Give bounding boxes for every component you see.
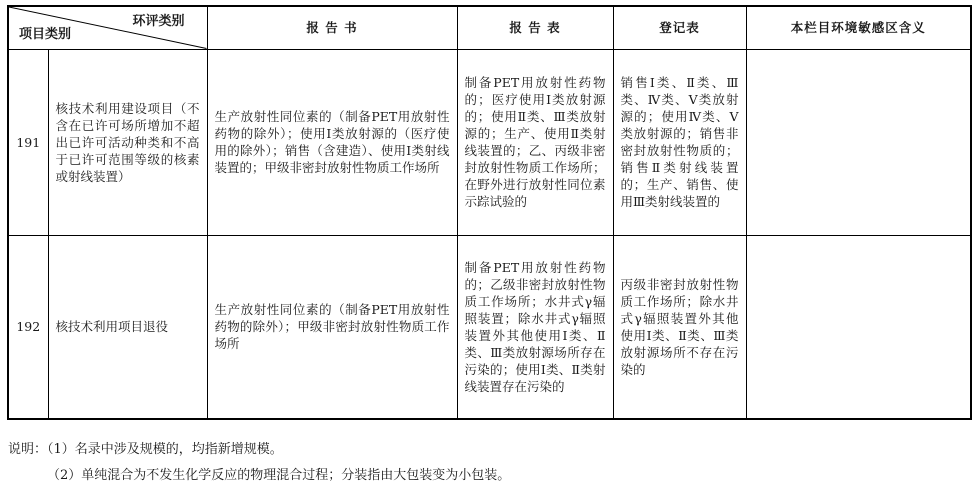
row-number: 192: [8, 235, 48, 419]
column-header-report-book: 报 告 书: [207, 6, 457, 49]
project-category-cell: 核技术利用项目退役: [48, 235, 207, 419]
eia-category-table: [7, 5, 972, 420]
report-form-cell: 制备PET用放射性药物的；乙级非密封放射性物质工作场所；水井式γ辐照装置；除水井式γ辐照装置外其他使用Ⅰ类、Ⅱ类、Ⅲ类放射源场所存在污染的；使用Ⅰ类、Ⅱ类射线装置存在污染的: [457, 235, 613, 419]
report-book-cell: 生产放射性同位素的（制备PET用放射性药物的除外）；使用I类放射源的（医疗使用的除外）；销售（含建造）、使用I类射线装置的；甲级非密封放射性物质工作场所: [207, 49, 457, 235]
header-row: [8, 6, 971, 49]
project-category-cell: 核技术利用建设项目（不含在已许可场所增加不超出已许可活动种类和不高于已许可范围等级的核素或射线装置）: [48, 49, 207, 235]
note-item-1: （1）名录中涉及规模的，均指新增规模。: [47, 442, 283, 457]
corner-label-project-category: 项目类别: [19, 26, 72, 42]
column-header-registration-form: 登记表: [613, 6, 746, 49]
row-number: 191: [8, 49, 48, 235]
report-book-cell: 生产放射性同位素的（制备PET用放射性药物的除外）；甲级非密封放射性物质工作场所: [207, 235, 457, 419]
note-item-2: （2）单纯混合为不发生化学反应的物理混合过程；分装指由大包装变为小包装。: [47, 468, 511, 483]
notes-label: 说明：: [8, 442, 48, 457]
diagonal-header-cell: [8, 6, 207, 49]
sensitive-area-cell: [746, 235, 971, 419]
sensitive-area-cell: [746, 49, 971, 235]
table-row-191: [8, 49, 971, 235]
notes-block: [8, 437, 510, 486]
corner-label-eia-category: 环评类别: [132, 14, 185, 29]
report-form-cell: 制备PET用放射性药物的；医疗使用Ⅰ类放射源的；使用Ⅱ类、Ⅲ类放射源的；生产、使用Ⅱ类射线装置的；乙、丙级非密封放射性物质工作场所；在野外进行放射性同位素示踪试验的: [457, 49, 613, 235]
registration-form-cell: 销售Ⅰ类、Ⅱ类、Ⅲ类、Ⅳ类、Ⅴ类放射源的；使用Ⅳ类、Ⅴ类放射源的；销售非密封放射性物质的；销售Ⅱ类射线装置的；生产、销售、使用Ⅲ类射线装置的: [613, 49, 746, 235]
table-row-192: [8, 235, 971, 419]
note-line-2: [8, 463, 510, 486]
registration-form-cell: 丙级非密封放射性物质工作场所；除水井式γ辐照装置外其他使用Ⅰ类、Ⅱ类、Ⅲ类放射源场所不存在污染的: [613, 235, 746, 419]
column-header-report-form: 报 告 表: [457, 6, 613, 49]
column-header-sensitive-area: 本栏目环境敏感区含义: [746, 6, 971, 49]
note-line-1: [8, 437, 510, 463]
